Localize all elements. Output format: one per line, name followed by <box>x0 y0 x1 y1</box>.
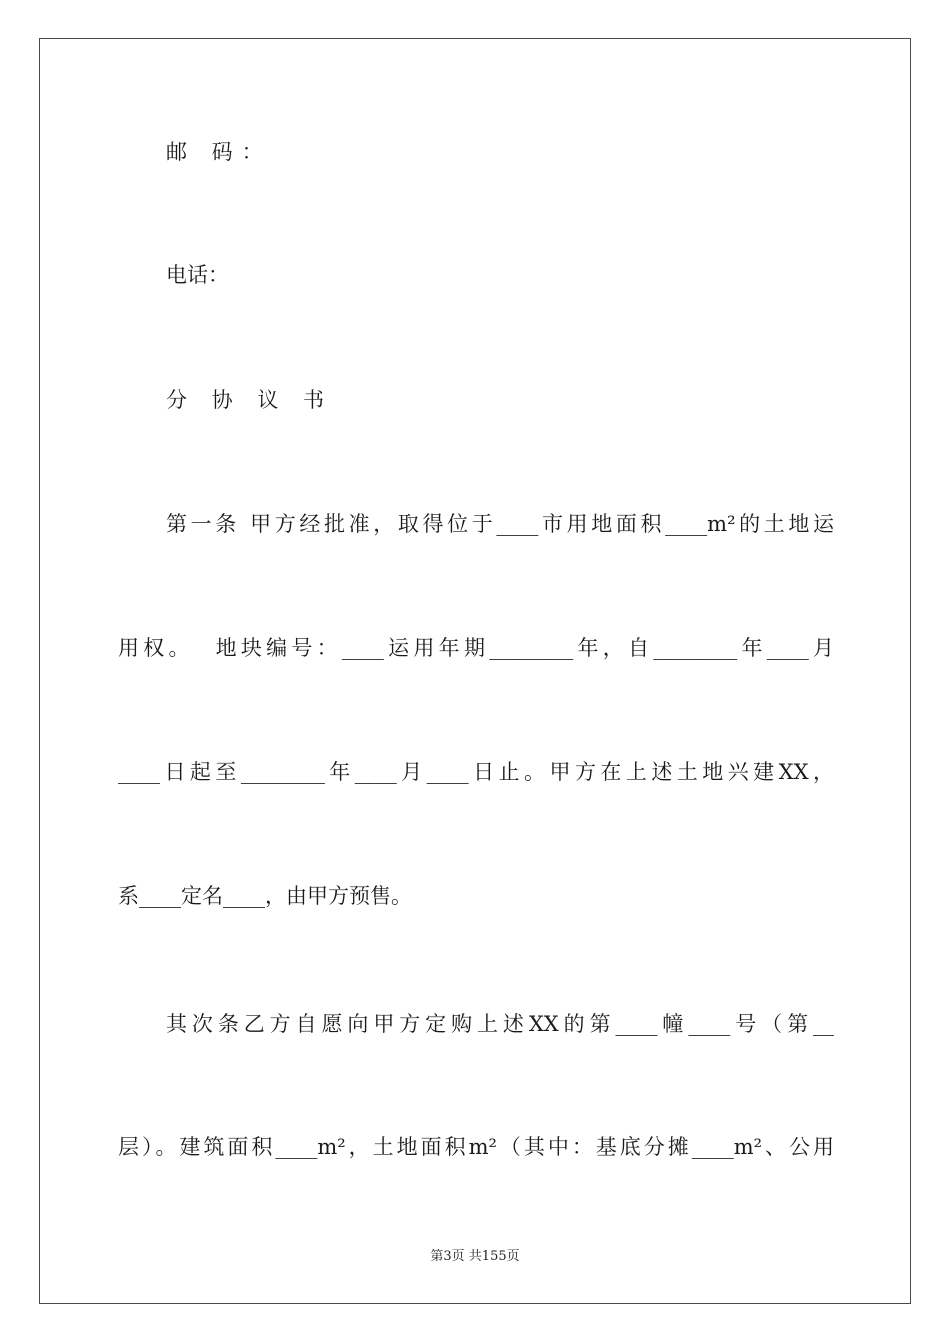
phone-label: 电话： <box>166 263 229 287</box>
clause-2-line-2: 层）。建筑面积____m²，土地面积m²（其中：基底分摊____m²、公用 <box>118 1135 834 1159</box>
clause-1-line-2: 用权。 地块编号：____运用年期________年，自________年____月 <box>118 636 834 660</box>
clause-1-line-4: 系____定名____，由甲方预售。 <box>118 884 412 908</box>
clause-1-line-3: ____日起至________年____月____日止。甲方在上述土地兴建XX， <box>118 760 834 784</box>
section-title: 分 协 议 书 <box>166 388 334 412</box>
page-border <box>39 38 911 1304</box>
clause-2-line-1: 其次条乙方自愿向甲方定购上述XX的第____幢____号（第__ <box>166 1012 834 1036</box>
postcode-label: 邮 码： <box>166 140 272 164</box>
page-footer: 第3页 共155页 <box>430 1249 520 1264</box>
clause-1-line-1: 第一条 甲方经批准，取得位于____市用地面积____m²的土地运 <box>166 512 834 536</box>
